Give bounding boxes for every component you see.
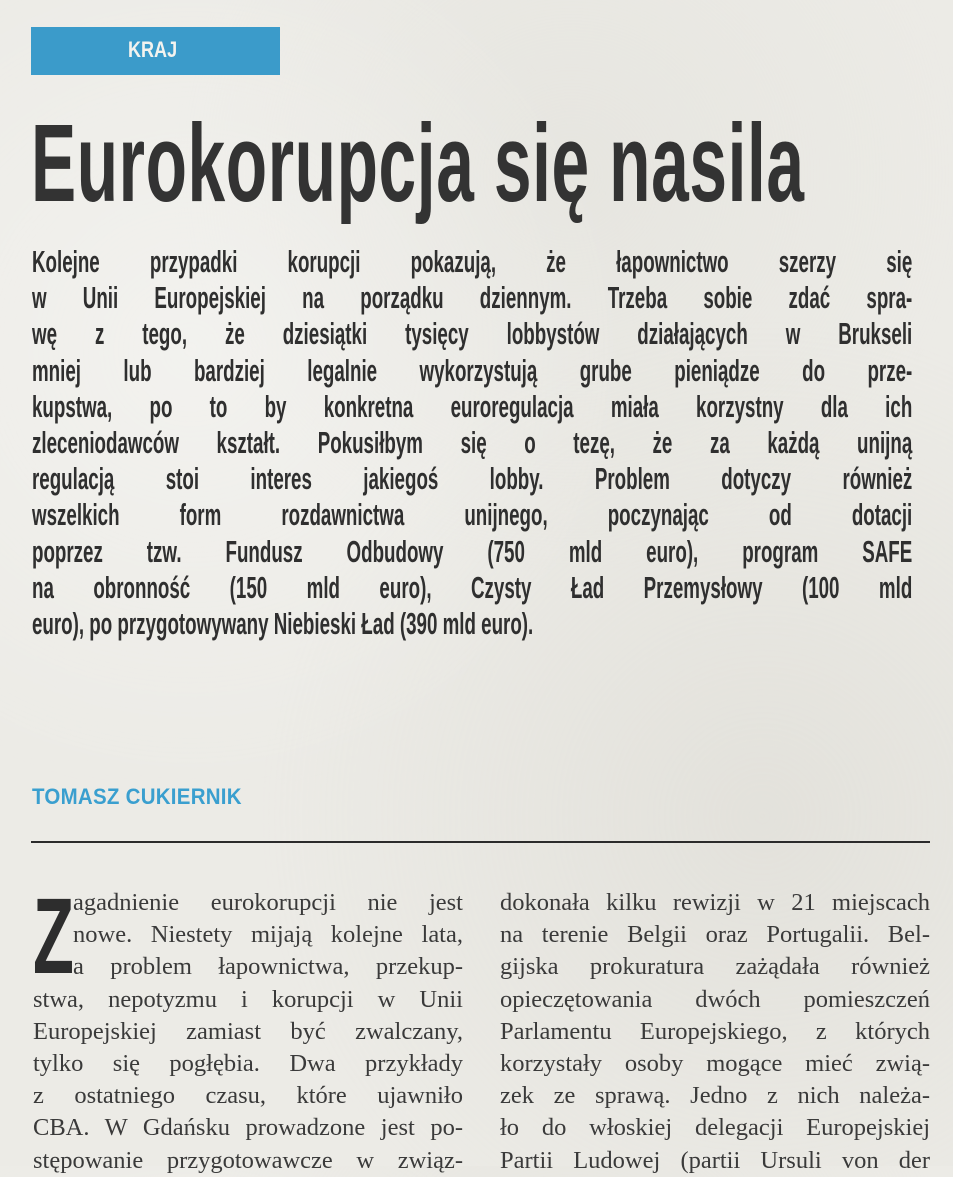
lead-line: w Unii Europejskiej na porządku dziennym. Trzeba sobie zdać spra- xyxy=(32,280,913,316)
lead-line: wszelkich form rozdawnictwa unijnego, poczynając od dotacji xyxy=(32,497,913,533)
body-line: dokonała kilku rewizji w 21 miejscach xyxy=(500,889,930,916)
lead-line: kupstwa, po to by konkretna euroregulacja miała korzystny dla ich xyxy=(32,388,913,424)
lead-line: zleceniodawców kształt. Pokusiłbym się o tezę, że za każdą unijną xyxy=(32,425,913,461)
lead-paragraph xyxy=(32,244,912,642)
lead-line: na obronność (150 mld euro), Czysty Ład Przemysłowy (100 mld xyxy=(32,569,913,605)
section-label xyxy=(31,27,280,75)
body-line: agadnienie eurokorupcji nie jest xyxy=(73,889,463,916)
body-line: korzystały osoby mogące mieć zwią- xyxy=(500,1050,930,1078)
drop-cap: Z xyxy=(33,875,74,996)
lead-line: mniej lub bardziej legalnie wykorzystują grube pieniądze do prze- xyxy=(32,352,913,388)
body-line: nowe. Niestety mijają kolejne lata, xyxy=(73,921,463,949)
lead-line: regulacją stoi interes jakiegoś lobby. Problem dotyczy również xyxy=(32,461,913,497)
body-column-left xyxy=(33,875,463,1177)
body-line: z ostatniego czasu, które ujawniło xyxy=(33,1082,463,1110)
body-line: Partii Ludowej (partii Ursuli von der xyxy=(500,1146,930,1174)
lead-line: euro), po przygotowywany Niebieski Ład (390 mld euro). xyxy=(32,606,534,642)
body-line: stępowanie przygotowawcze w związ- xyxy=(33,1146,463,1174)
body-line: zek ze sprawą. Jedno z nich należa- xyxy=(500,1082,930,1110)
body-line: a problem łapownictwa, przekup- xyxy=(73,953,463,981)
body-line: stwa, nepotyzmu i korupcji w Unii xyxy=(33,985,463,1013)
section-label-text: KRAJ xyxy=(128,37,178,62)
body-line: tylko się pogłębia. Dwa przykłady xyxy=(33,1050,463,1078)
body-line: na terenie Belgii oraz Portugalii. Bel- xyxy=(500,921,930,949)
body-line: CBA. W Gdańsku prowadzone jest po- xyxy=(33,1114,463,1142)
body-column-right xyxy=(500,887,930,1177)
lead-line: wę z tego, że dziesiątki tysięcy lobbystów działających w Brukseli xyxy=(32,316,913,352)
body-line: Parlamentu Europejskiego, z których xyxy=(500,1017,930,1045)
lead-line: poprzez tzw. Fundusz Odbudowy (750 mld euro), program SAFE xyxy=(32,533,913,569)
headline: Eurokorupcja się nasila xyxy=(31,102,805,225)
byline: TOMASZ CUKIERNIK xyxy=(32,784,242,809)
body-line: gijska prokuratura zażądała również xyxy=(500,953,930,981)
body-line: Europejskiej zamiast być zwalczany, xyxy=(33,1017,463,1045)
divider-rule xyxy=(31,841,930,843)
body-line: ło do włoskiej delegacji Europejskiej xyxy=(500,1114,930,1142)
body-line: opieczętowania dwóch pomieszczeń xyxy=(500,985,930,1013)
lead-line: Kolejne przypadki korupcji pokazują, że łapownictwo szerzy się xyxy=(32,244,913,279)
